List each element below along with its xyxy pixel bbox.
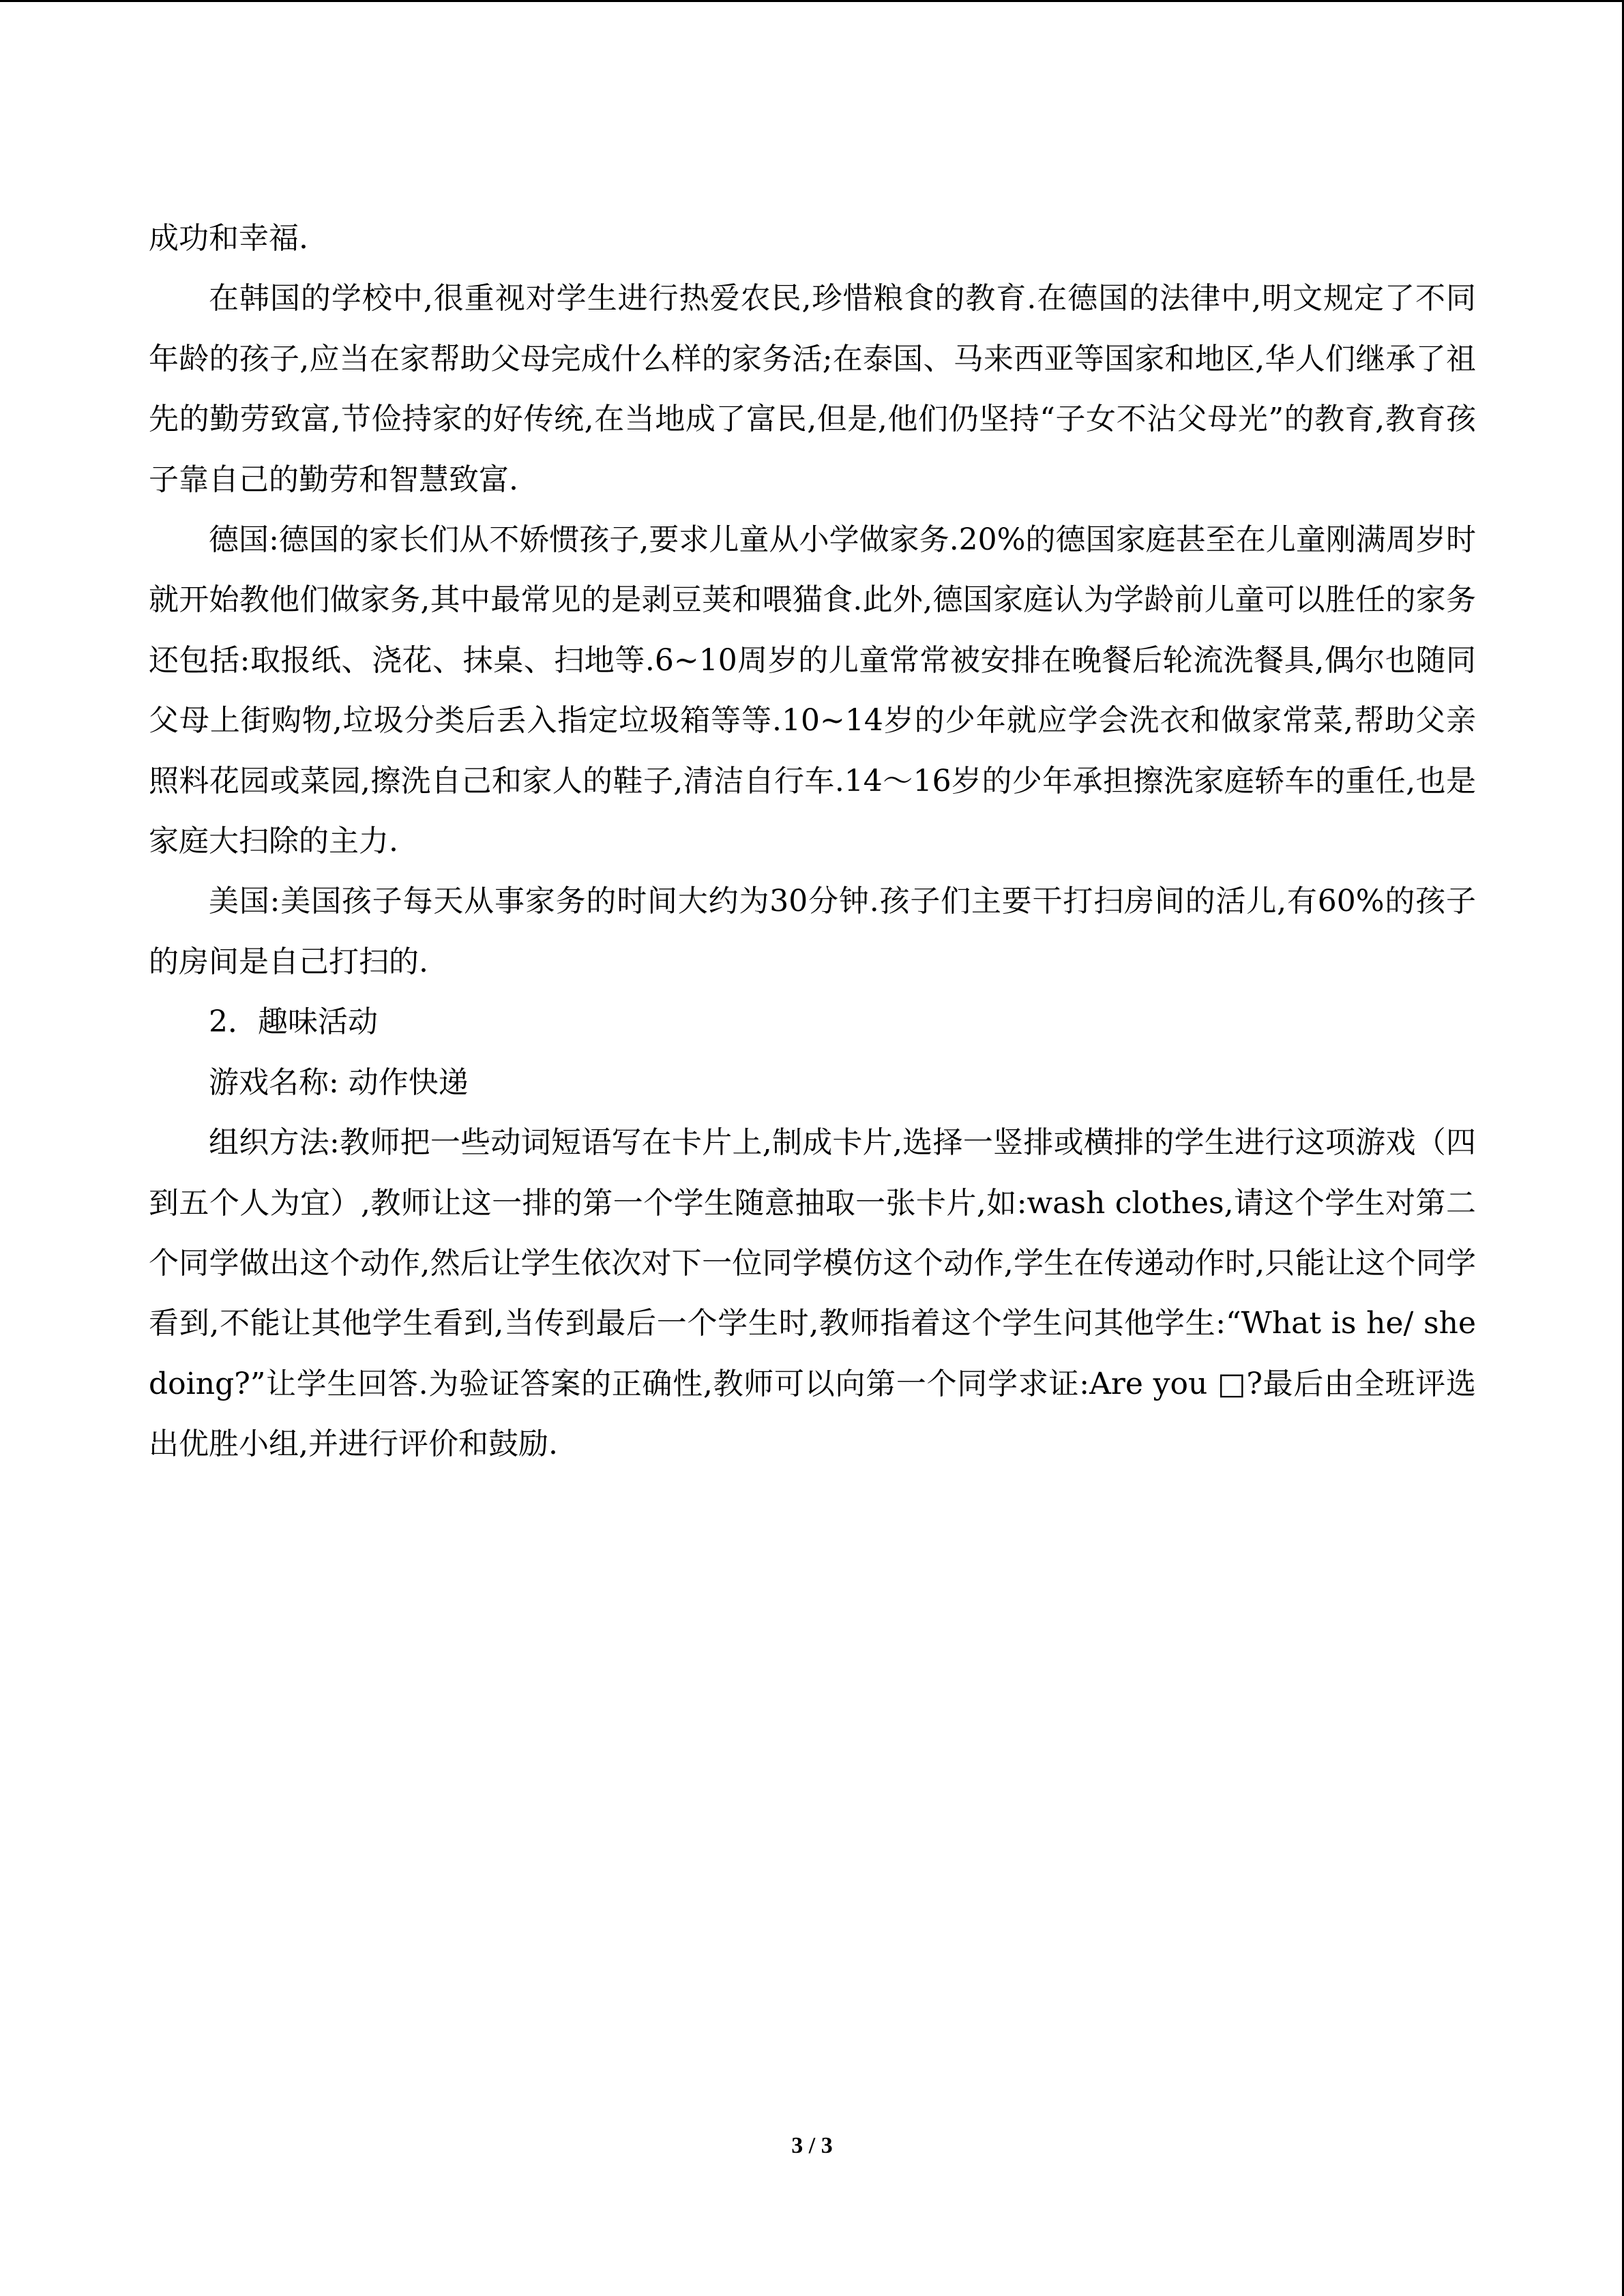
paragraph-germany: 德国:德国的家长们从不娇惯孩子,要求儿童从小学做家务.20%的德国家庭甚至在儿童刚满周岁时就开始教他们做家务,其中最常见的是剥豆荚和喂猫食.此外,德国家庭认为学龄前儿童可以胜任的家务还包括:取报纸、浇花、抹桌、扫地等.6~10周岁的儿童常常被安排在晚餐后轮流洗餐具,偶尔也随同父母上街购物,垃圾分类后丢入指定垃圾箱等等.10~14岁的少年就应学会洗衣和做家常菜,帮助父亲照料花园或菜园,擦洗自己和家人的鞋子,清洁自行车.14～16岁的少年承担擦洗家庭轿车的重任,也是家庭大扫除的主力. bbox=[149, 522, 1476, 859]
paragraph-korea-germany-law: 在韩国的学校中,很重视对学生进行热爱农民,珍惜粮食的教育.在德国的法律中,明文规定了不同年龄的孩子,应当在家帮助父母完成什么样的家务活;在泰国、马来西亚等国家和地区,华人们继承了祖先的勤劳致富,节俭持家的好传统,在当地成了富民,但是,他们仍坚持“子女不沾父母光”的教育,教育孩子靠自己的勤劳和智慧致富. bbox=[149, 281, 1476, 497]
game-name: 游戏名称: 动作快递 bbox=[209, 1064, 469, 1100]
paragraph-continuation: 成功和幸福. bbox=[149, 221, 308, 256]
page-number: 3 / 3 bbox=[791, 2133, 833, 2158]
paragraph-organization-method: 组织方法:教师把一些动词短语写在卡片上,制成卡片,选择一竖排或横排的学生进行这项游戏（四到五个人为宜）,教师让这一排的第一个学生随意抽取一张卡片,如:wash clothes,请这个学生对第二个同学做出这个动作,然后让学生依次对下一位同学模仿这个动作,学生在传递动作时,只能让这个同学看到,不能让其他学生看到,当传到最后一个学生时,教师指着这个学生问其他学生:“What is he/ she doing?”让学生回答.为验证答案的正确性,教师可以向第一个同学求证:Are you □?最后由全班评选出优胜小组,并进行评价和鼓励. bbox=[149, 1125, 1476, 1462]
page-top-border bbox=[0, 0, 1624, 2]
document-body bbox=[149, 209, 1476, 1475]
paragraph-usa: 美国:美国孩子每天从事家务的时间大约为30分钟.孩子们主要干打扫房间的活儿,有60%的孩子的房间是自己打扫的. bbox=[149, 884, 1476, 979]
section-heading-fun-activity: 2．趣味活动 bbox=[209, 1004, 378, 1040]
